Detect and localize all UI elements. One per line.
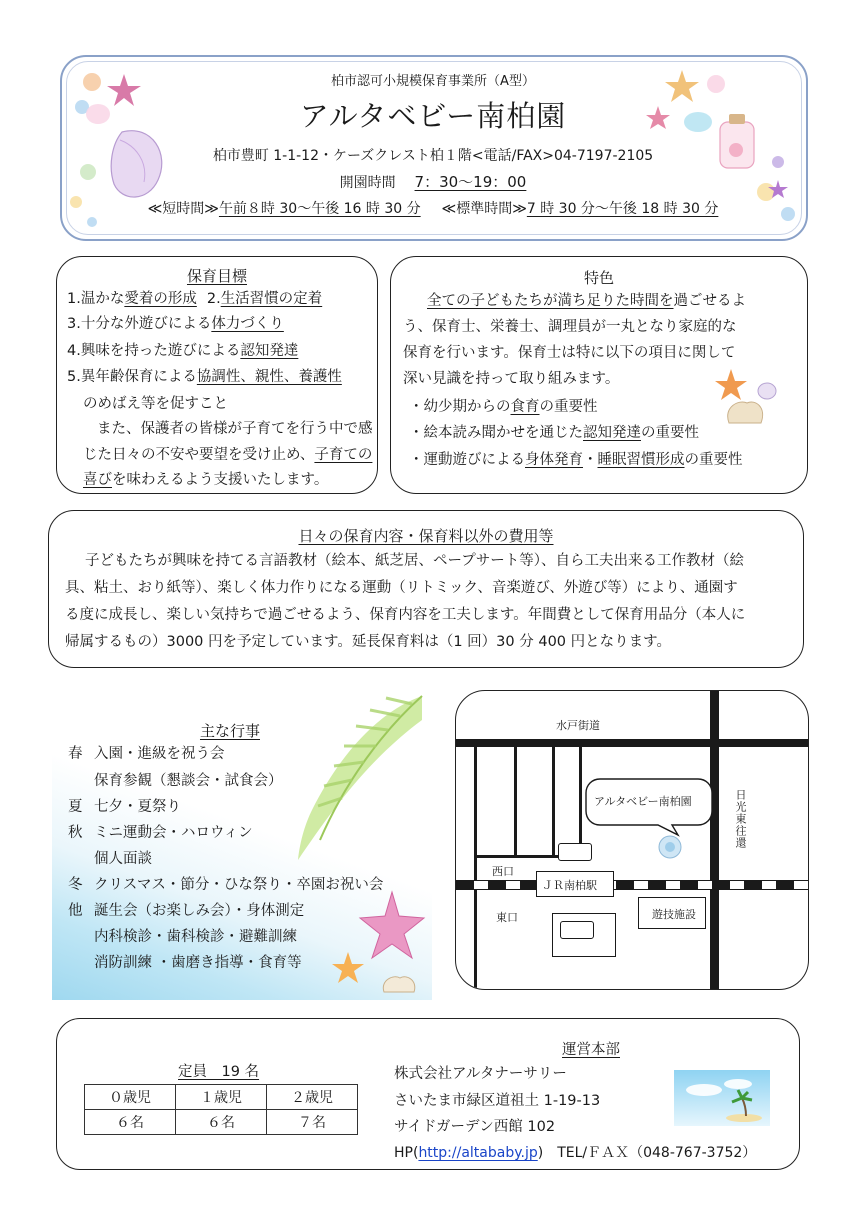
office-title: 運営本部 — [562, 1042, 620, 1058]
events-title: 主な行事 — [199, 722, 260, 740]
capacity-header-1: １歳児 — [176, 1085, 267, 1110]
hours-label: 開園時間 — [339, 175, 396, 191]
standard-time-value: 7 時 30 分～午後 18 時 30 分 — [526, 201, 719, 217]
capacity-title: 定員 19 名 — [178, 1064, 260, 1080]
event-season-summer: 夏 — [68, 799, 83, 815]
tel-fax: TEL/ＦＡＸ（048-767-3752） — [557, 1145, 757, 1161]
capacity-value-0: ６名 — [85, 1110, 176, 1135]
goal-line-5: のめばえ等を促すこと — [83, 396, 228, 412]
feature-line-4: 深い見識を持って取り組みます。 — [403, 371, 620, 387]
starfish-icon — [715, 369, 747, 400]
license-subtitle: 柏市認可小規模保育事業所（A型） — [331, 74, 535, 89]
capacity-value-1: ６名 — [176, 1110, 267, 1135]
feature-bullet-2: ・絵本読み聞かせを通じた認知発達の重要性 — [409, 425, 699, 441]
opening-hours — [0, 171, 866, 192]
feature-bullet-3: ・運動遊びによる身体発育・睡眠習慣形成の重要性 — [409, 452, 743, 468]
daily-content-box — [48, 510, 804, 668]
event-line-9: 消防訓練 ・歯磨き指導・食育等 — [94, 955, 302, 971]
event-line-5: 個人面談 — [94, 851, 152, 867]
goals-title: 保育目標 — [186, 267, 247, 285]
feature-line-3: 保育を行います。保育士は特に以下の項目に関して — [403, 345, 736, 361]
event-season-other: 他 — [68, 903, 83, 919]
content-line-3: る度に成長し、楽しい気持ちで過ごせるよう、保育内容を工夫します。年間費として保育用品分（本人に — [65, 607, 746, 623]
island-illustration — [674, 1070, 770, 1126]
road-label-right: 日光東往還 — [734, 789, 747, 849]
goal-line-1: 1.温かな愛着の形成 2.生活習慣の定着 — [67, 291, 323, 307]
features-title: 特色 — [583, 269, 614, 287]
standard-time-label: ≪標準時間≫ — [441, 201, 527, 217]
time-categories — [0, 198, 866, 218]
event-line-8: 内科検診・歯科検診・避難訓練 — [94, 929, 297, 945]
starfish-icon — [360, 892, 424, 958]
goal-line-7: じた日々の不安や要望を受け止め、子育ての — [83, 447, 373, 463]
short-time-label: ≪短時間≫ — [147, 201, 219, 217]
station-label: ＪＲ南柏駅 — [542, 879, 597, 892]
office-address-1: さいたま市緑区道祖土 1-19-13 — [394, 1093, 601, 1109]
address-line: 柏市豊町 1-1-12・ケーズクレスト柏１階<電話/FAX>04-7197-2105 — [212, 148, 654, 164]
goal-line-8: 喜びを味わえるよう支援いたします。 — [83, 472, 329, 488]
event-line-6: クリスマス・節分・ひな祭り・卒園お祝い会 — [94, 877, 384, 893]
office-company: 株式会社アルタナーサリー — [394, 1066, 567, 1082]
goal-line-6: また、保護者の皆様が子育てを行う中で感 — [97, 421, 373, 437]
office-contact: HP(http://altababy.jp) TEL/ＦＡＸ（048-767-3752） — [394, 1145, 757, 1161]
west-exit-label: 西口 — [492, 865, 514, 878]
capacity-header-0: ０歳児 — [85, 1085, 176, 1110]
road-mito-kaido — [456, 739, 809, 747]
callout-bubble — [584, 777, 714, 863]
table-row — [85, 1110, 358, 1135]
event-line-1: 入園・進級を祝う会 — [94, 746, 225, 762]
table-row — [85, 1085, 358, 1110]
event-season-winter: 冬 — [68, 877, 83, 893]
short-time-value: 午前８時 30～午後 16 時 30 分 — [218, 201, 421, 217]
goal-line-3: 4.興味を持った遊びによる認知発達 — [67, 343, 299, 359]
starfish-decoration — [322, 890, 432, 1000]
shell-icon — [758, 383, 776, 399]
page-title: アルタベビー南柏園 — [299, 99, 567, 133]
access-map — [455, 690, 809, 990]
event-season-spring: 春 — [68, 746, 83, 762]
features-box — [390, 256, 808, 494]
content-line-2: 具、粘土、おり紙等）、楽しく体力作りになる運動（リトミック、音楽遊び、外遊び等）により、通園す — [65, 580, 738, 596]
event-line-4: ミニ運動会・ハロウィン — [94, 825, 253, 841]
goals-box — [56, 256, 378, 494]
shells-decoration — [709, 365, 779, 425]
goal-line-2: 3.十分な外遊びによる体力づくり — [67, 316, 284, 332]
content-line-1: 子どもたちが興味を持てる言語教材（絵本、紙芝居、ペープサート等）、自ら工夫出来る工作教材（絵 — [85, 553, 745, 569]
website-link[interactable]: http://altababy.jp — [418, 1145, 538, 1161]
feature-line-1: 全ての子どもたちが満ち足りた時間を過ごせるよ — [427, 293, 746, 309]
east-exit-label: 東口 — [496, 911, 518, 924]
callout-label: アルタベビー南柏園 — [594, 795, 692, 808]
feature-line-2: う、保育士、栄養士、調理員が一丸となり家庭的な — [403, 319, 737, 335]
event-line-7: 誕生会（お楽しみ会）・身体測定 — [94, 903, 305, 919]
scallop-shell-icon — [728, 402, 763, 423]
events-panel — [52, 690, 432, 1000]
goal-line-4: 5.異年齢保育による協調性、親性、養護性 — [67, 369, 342, 385]
content-title: 日々の保育内容・保育料以外の費用等 — [298, 527, 554, 545]
scallop-shell-icon — [383, 977, 415, 992]
capacity-table — [84, 1084, 358, 1135]
hours-value: 7：30～19：00 — [414, 173, 527, 191]
event-line-2: 保育参観（懇談会・試食会） — [94, 773, 283, 789]
facility-label: 遊技施設 — [652, 908, 696, 921]
railway-line — [456, 880, 809, 890]
event-season-autumn: 秋 — [68, 825, 83, 841]
event-line-3: 七夕・夏祭り — [94, 799, 181, 815]
road-label-top: 水戸街道 — [556, 719, 600, 732]
capacity-value-2: ７名 — [267, 1110, 358, 1135]
office-address-2: サイドガーデン西館 102 — [394, 1119, 556, 1135]
feature-bullet-1: ・幼少期からの食育の重要性 — [409, 399, 598, 415]
capacity-header-2: ２歳児 — [267, 1085, 358, 1110]
starfish-icon — [332, 952, 364, 983]
content-line-4: 帰属するもの）3000 円を予定しています。延長保育料は（1 回）30 分 400 円となります。 — [65, 634, 671, 650]
